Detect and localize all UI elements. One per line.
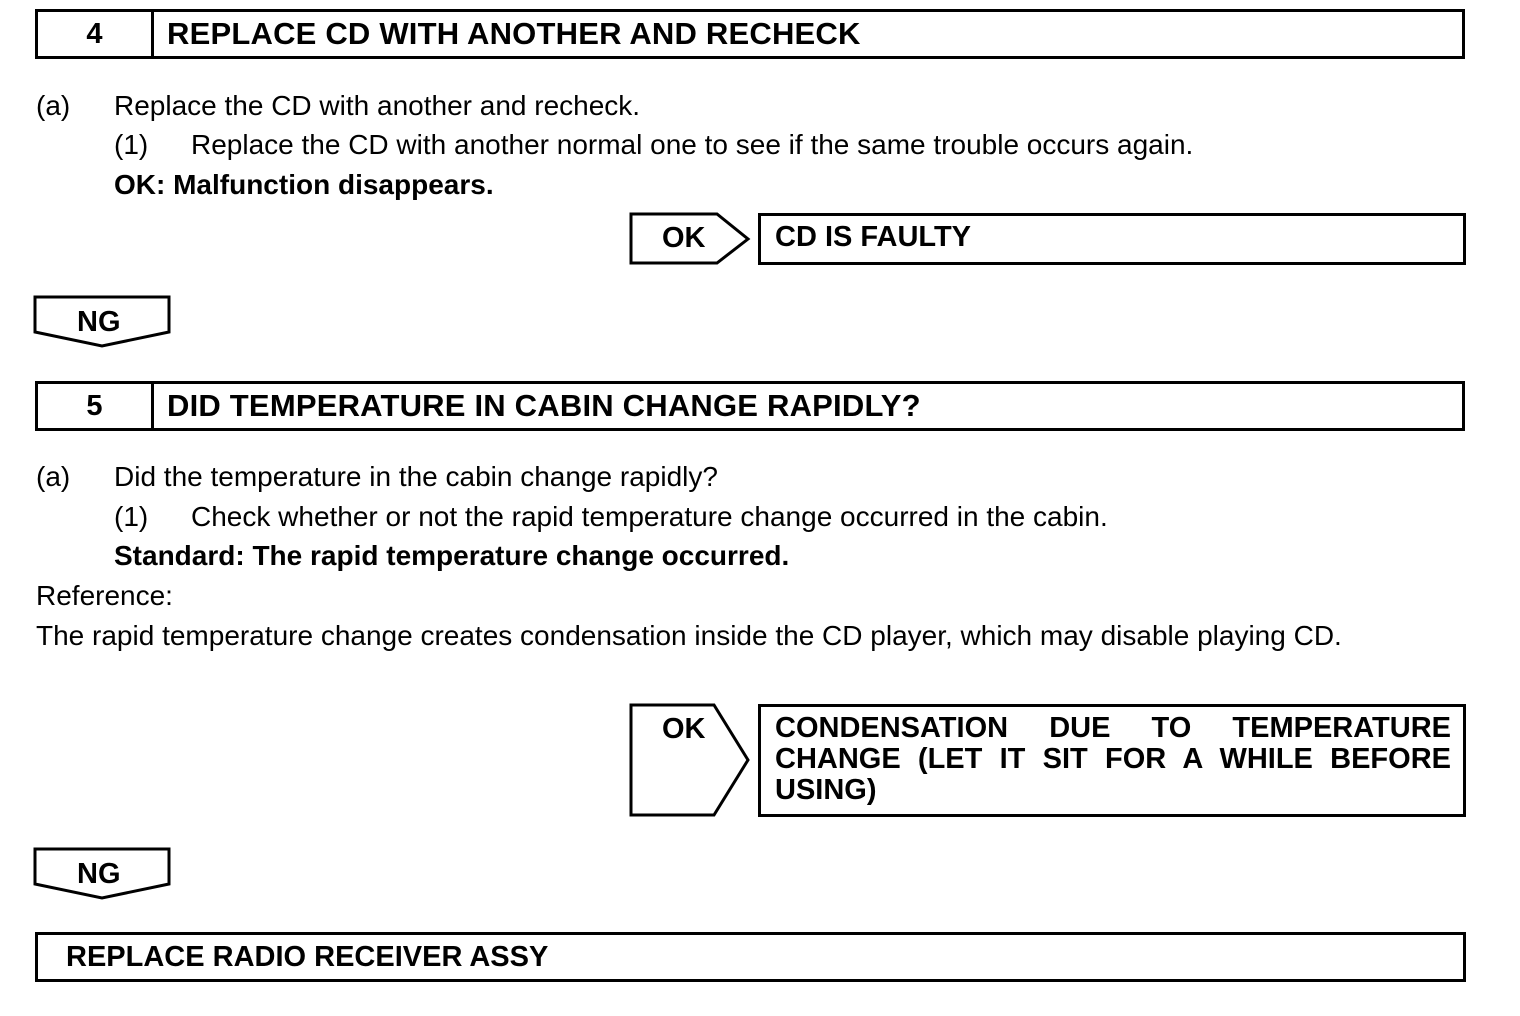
- step-5-ok-result-text: CONDENSATION DUE TO TEMPERATURE CHANGE (LET IT SIT FOR A WHILE BEFORE USING): [775, 712, 1451, 806]
- step-5-ok-result: [758, 704, 1466, 817]
- step-4-title: REPLACE CD WITH ANOTHER AND RECHECK: [167, 16, 861, 51]
- step-4-item-a-label: (a): [36, 90, 71, 121]
- step-4-sub1-text: Replace the CD with another normal one to see if the same trouble occurs again.: [191, 129, 1194, 160]
- step-5-item-a-text: Did the temperature in the cabin change rapidly?: [114, 461, 718, 492]
- step-4-number: 4: [38, 12, 154, 56]
- step-5-sub1-text: Check whether or not the rapid temperature change occurred in the cabin.: [191, 501, 1108, 532]
- step-5-standard: Standard: The rapid temperature change occurred.: [114, 540, 790, 571]
- final-action-text: REPLACE RADIO RECEIVER ASSY: [66, 940, 549, 973]
- step-4-sub1-label: (1): [114, 129, 149, 160]
- step-4-ok-result: [758, 213, 1466, 265]
- step-4-ok-label: OK: [662, 222, 706, 254]
- step-5-reference-text: The rapid temperature change creates condensation inside the CD player, which may disable playing CD.: [36, 620, 1342, 651]
- step-4-ng-label: NG: [77, 306, 121, 338]
- step-5-header: [35, 381, 1465, 431]
- step-5-ng-label: NG: [77, 858, 121, 890]
- step-5-title: DID TEMPERATURE IN CABIN CHANGE RAPIDLY?: [167, 388, 921, 423]
- step-4-item-a-text: Replace the CD with another and recheck.: [114, 90, 641, 121]
- step-5-sub1-label: (1): [114, 501, 149, 532]
- final-action-box: [35, 932, 1466, 982]
- step-5-reference-label: Reference:: [36, 580, 173, 611]
- step-5-ok-label: OK: [662, 713, 706, 745]
- step-4-ok-criteria: OK: Malfunction disappears.: [114, 169, 494, 200]
- step-4-header: [35, 9, 1465, 59]
- step-5-number: 5: [38, 384, 154, 428]
- step-5-item-a-label: (a): [36, 461, 71, 492]
- step-4-ok-result-text: CD IS FAULTY: [775, 221, 972, 253]
